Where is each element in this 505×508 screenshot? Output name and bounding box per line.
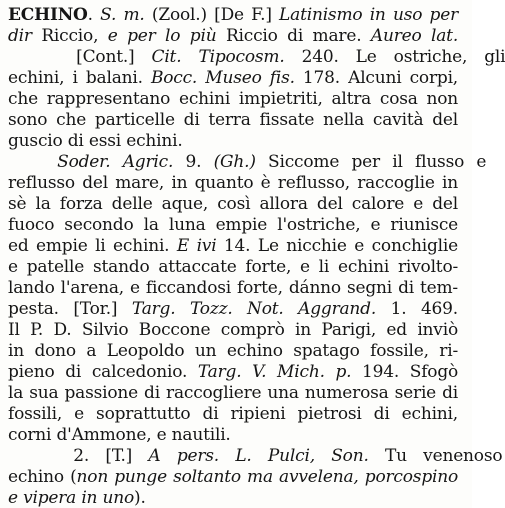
text-run: ). bbox=[134, 488, 146, 508]
text-run: sè la forza delle aque, così allora del calore e del bbox=[8, 194, 459, 214]
italic-text: (Gh.) bbox=[213, 152, 256, 172]
text-run: Riccio di mare. bbox=[216, 26, 371, 46]
entry-line bbox=[8, 152, 486, 172]
text-run: 240. Le ostriche, gli bbox=[284, 47, 505, 67]
italic-text: Aureo lat. bbox=[370, 26, 459, 46]
italic-text: dir bbox=[8, 26, 32, 46]
text-run: Riccio, bbox=[31, 26, 108, 46]
text-run: 9. bbox=[173, 152, 214, 172]
text-run: pieno di calcedonio. bbox=[8, 362, 198, 382]
text-run: la sua passione di raccogliere una numerosa serie di bbox=[8, 383, 458, 403]
italic-text: S. m. bbox=[100, 5, 145, 25]
entry-line bbox=[8, 5, 458, 25]
headword: ECHINO bbox=[8, 5, 88, 25]
italic-text: Bocc. Museo fis. bbox=[150, 68, 295, 88]
text-run: 2. [T.] bbox=[8, 446, 149, 466]
entry-line bbox=[8, 173, 458, 193]
text-run: e patelle stando attaccate forte, e li echini rivolto- bbox=[8, 257, 459, 277]
text-run: guscio di essi echini. bbox=[8, 131, 183, 151]
entry-line bbox=[8, 215, 458, 235]
entry-line bbox=[8, 299, 458, 319]
text-run: in dono a Leopoldo un echino spatago fossile, ri- bbox=[8, 341, 459, 361]
italic-text: Targ. Tozz. Not. Aggrand. bbox=[131, 299, 377, 319]
text-run: 178. Alcuni corpi, bbox=[294, 68, 459, 88]
entry-line bbox=[8, 110, 458, 130]
entry-line bbox=[8, 68, 458, 88]
italic-text: A pers. L. Pulci, Son. bbox=[148, 446, 369, 466]
italic-text: e per lo più bbox=[107, 26, 217, 46]
entry-line bbox=[8, 341, 458, 361]
entry-line bbox=[8, 467, 458, 487]
entry-line bbox=[8, 89, 458, 109]
entry-line bbox=[8, 278, 458, 298]
entry-line bbox=[8, 257, 458, 277]
text-run: che rappresentano echini impietriti, altra cosa non bbox=[8, 89, 458, 109]
text-run: [Cont.] bbox=[8, 47, 152, 67]
text-run: Siccome per il flusso e bbox=[255, 152, 487, 172]
text-run: (Zool.) [De F.] bbox=[144, 5, 280, 25]
italic-text: non punge soltanto ma avvelena, porcospino bbox=[76, 467, 459, 487]
entry-line bbox=[8, 446, 502, 466]
italic-text: Latinismo in uso per bbox=[279, 5, 459, 25]
text-run: 194. Sfogò bbox=[351, 362, 459, 382]
text-run: 1. 469. bbox=[376, 299, 458, 319]
text-run: echino ( bbox=[8, 467, 77, 487]
text-run: pesta. [Tor.] bbox=[8, 299, 132, 319]
text-run: Il P. D. Silvio Boccone comprò in Parigi, ed inviò bbox=[8, 320, 458, 340]
text-run: corni d'Ammone, e nautili. bbox=[8, 425, 231, 445]
italic-text: Targ. V. Mich. p. bbox=[197, 362, 352, 382]
entry-line bbox=[8, 26, 458, 46]
text-run: reflusso del mare, in quanto è reflusso, raccoglie in bbox=[8, 173, 459, 193]
text-run: 14. Le nicchie e conchiglie bbox=[216, 236, 459, 256]
entry-line bbox=[8, 383, 458, 403]
text-run: fuoco secondo la luna empie l'ostriche, e riunisce bbox=[8, 215, 459, 235]
text-run: lando l'arena, e ficcandosi forte, dánno segni di tem- bbox=[8, 278, 458, 298]
entry-line bbox=[8, 194, 458, 214]
entry-line bbox=[8, 488, 146, 508]
text-run: . bbox=[87, 5, 101, 25]
entry-line bbox=[8, 47, 505, 67]
text-run bbox=[8, 152, 57, 172]
text-run: sono che particelle di terra fissate nella cavità del bbox=[8, 110, 458, 130]
italic-text: E ivi bbox=[176, 236, 217, 256]
italic-text: e vipera in uno bbox=[8, 488, 135, 508]
text-run: Tu venenoso bbox=[368, 446, 503, 466]
entry-line bbox=[8, 320, 458, 340]
italic-text: Cit. Tipocosm. bbox=[151, 47, 285, 67]
text-run: ed empie li echini. bbox=[8, 236, 177, 256]
text-run: echini, i balani. bbox=[8, 68, 151, 88]
italic-text: Soder. Agric. bbox=[57, 152, 174, 172]
entry-line bbox=[8, 131, 183, 151]
entry-line bbox=[8, 404, 458, 424]
entry-line bbox=[8, 236, 458, 256]
entry-line bbox=[8, 362, 458, 382]
entry-line bbox=[8, 425, 231, 445]
text-run: fossili, e soprattutto di ripieni pietrosi di echini, bbox=[8, 404, 458, 424]
